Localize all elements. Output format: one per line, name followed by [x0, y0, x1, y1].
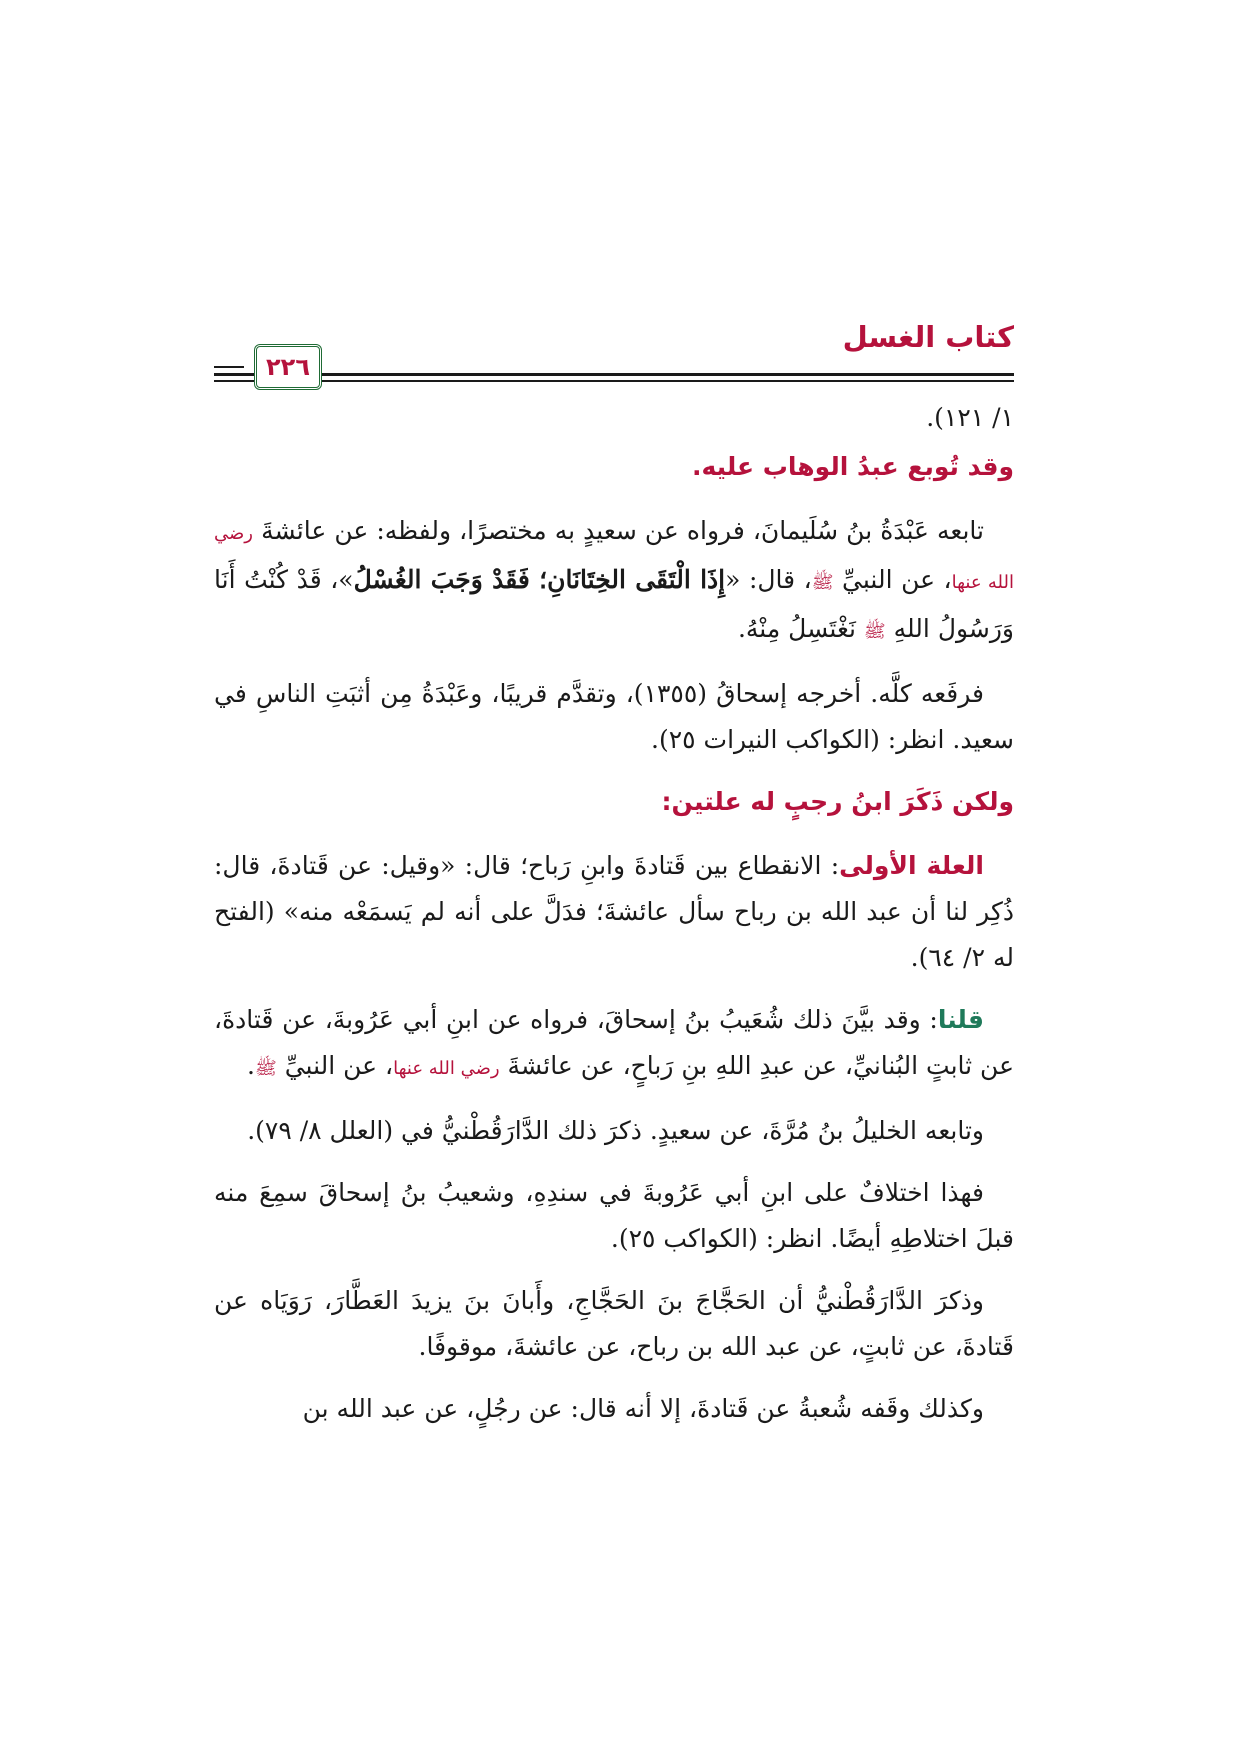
paragraph-khalil: وتابعه الخليلُ بنُ مُرَّةَ، عن سعيدٍ. ذكرَ ذلك الدَّارَقُطْنيُّ في (العلل ٨/ ٧٩).: [247, 1116, 984, 1145]
text: : الانقطاع بين قَتادةَ وابنِ رَباح؛ قال: «وقيل: عن قَتادةَ، قال: ذُكِر لنا أن عبد الله بن رباح سأل عائشةَ؛ فدَلَّ على أنه لم يَسمَعْه منه» (الفتح له ٢/ ٦٤).: [214, 851, 1014, 972]
text: ، عن النبيِّ: [842, 565, 952, 594]
text: تابعه عَبْدَةُ بنُ سُلَيمانَ، فرواه عن سعيدٍ به مختصرًا، ولفظه: عن عائشةَ: [261, 516, 984, 545]
salawat-glyph: ﷺ: [255, 1058, 277, 1079]
paragraph-abda: [214, 508, 1014, 655]
paragraph-shuba: وكذلك وقَفه شُعبةُ عن قَتادةَ، إلا أنه قال: عن رجُلٍ، عن عبد الله بن: [302, 1394, 984, 1423]
header-rule-bottom: [214, 380, 1014, 382]
text: ، قال: «: [725, 565, 812, 594]
honorific-glyph: رضي الله عنها: [214, 523, 1014, 593]
heading-ilal: ولكن ذَكَرَ ابنُ رجبٍ له علتين:: [661, 787, 1014, 816]
text: نَغْتَسِلُ مِنْهُ.: [737, 614, 856, 643]
book-title: كتاب الغسل: [842, 320, 1014, 354]
text: .: [247, 1051, 255, 1080]
paragraph-hajjaj: وذكرَ الدَّارَقُطْنيُّ أن الحَجَّاجَ بنَ الحَجَّاجِ، وأَبانَ بنَ يزيدَ العَطَّارَ، رَوَيَاه عن قَتادةَ، عن ثابتٍ، عن عبد الله بن رباح، عن عائشةَ، موقوفًا.: [214, 1286, 1014, 1361]
header-rule-stub: [214, 366, 244, 368]
header-rule-top: [214, 373, 1014, 376]
page-number: ٢٢٦: [266, 353, 310, 381]
paragraph-raf: فرفَعه كلَّه. أخرجه إسحاقُ (١٣٥٥)، وتقدَّم قريبًا، وعَبْدَةُ مِن أثبَتِ الناسِ في سعيد. انظر: (الكواكب النيرات ٢٥).: [214, 679, 1014, 754]
continuation-line: ١/ ١٢١).: [926, 403, 1014, 432]
salawat-glyph: ﷺ: [811, 572, 834, 593]
paragraph-illa-ula: [214, 843, 1014, 981]
paragraph-ikhtilaf: فهذا اختلافٌ على ابنِ أبي عَرُوبةَ في سندِهِ، وشعيبُ بنُ إسحاقَ سمِعَ منه قبلَ اختلاطِهِ أيضًا. انظر: (الكواكب ٢٥).: [214, 1178, 1014, 1253]
label-qulna: قلنا: [937, 1005, 984, 1034]
page-number-frame: [254, 344, 322, 390]
hadith-quote: إِذَا الْتَقَى الخِتَانَانِ؛ فَقَدْ وَجَبَ الغُسْلُ: [353, 565, 726, 594]
heading-tawabu: وقد تُوبع عبدُ الوهاب عليه.: [691, 452, 1014, 481]
paragraph-qulna: [214, 997, 1014, 1092]
text: : وقد بيَّنَ ذلك شُعَيبُ بنُ إسحاقَ، فرواه عن ابنِ أبي عَرُوبةَ، عن قَتادةَ، عن ثابتٍ البُنانيِّ، عن عبدِ اللهِ بنِ رَباحٍ، عن عائشةَ: [214, 1005, 1014, 1080]
page-header: [214, 316, 1014, 386]
label-illa-ula: العلة الأولى: [839, 851, 984, 880]
text: ، عن النبيِّ: [284, 1051, 394, 1080]
text: »، قَدْ كُنْتُ أَنَا وَرَسُولُ اللهِ: [214, 565, 1014, 643]
salawat-glyph: ﷺ: [863, 621, 886, 642]
honorific-glyph: رضي الله عنها: [393, 1058, 500, 1079]
page-body: [214, 396, 1014, 1448]
